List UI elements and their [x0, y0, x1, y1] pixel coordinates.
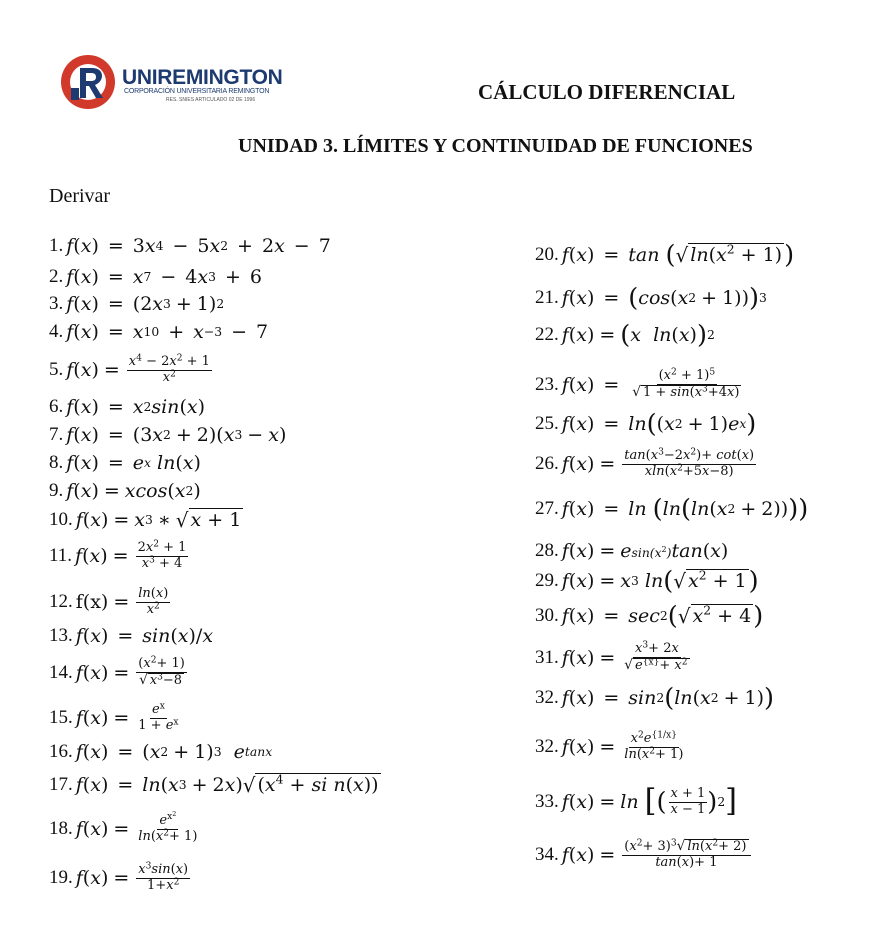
exercise-28: 28. f ( x ) = e $\sin(x^2)$ tan ( x )	[535, 540, 729, 562]
exercise-10: 10. f ( x ) = x 3 ∗ √ x + 1	[49, 508, 242, 532]
exercise-32a: 32. f ( x ) = sin 2 ( ln ( x 2 + 1) )	[535, 682, 775, 713]
logo-subtitle: CORPORACIÓN UNIVERSITARIA REMINGTON	[124, 88, 270, 95]
exercise-31: 31. f ( x ) = $x^3+ 2x$ √ $e^{\{x\}}+ x^2$	[535, 640, 688, 673]
exercise-13: 13. f ( x ) = sin ( x )/ x	[49, 625, 214, 647]
unit-title: UNIDAD 3. LÍMITES Y CONTINUIDAD DE FUNCIONES	[238, 135, 753, 157]
exercise-19: 19. f ( x ) = $\frac{x^3\sin(x)}{1+x^2}$	[49, 861, 189, 893]
exercise-12: 12. f(x) = $\frac{\ln(x)}{x^2}$	[49, 585, 169, 617]
exercise-16: 16. f ( x ) = ( x 2 + 1) 3 e tanx	[49, 741, 273, 763]
exercise-29: 29. f ( x ) = x 3 ln ( √ $x^2 + 1$ )	[535, 565, 759, 596]
exercise-33: 33. f ( x ) = ln [ ( $\frac{x + 1}{x - 1}$ ) 2 ]	[535, 783, 738, 819]
exercise-21: 21. f ( x ) = ( cos ( x 2 + 1)) ) 3	[535, 282, 767, 313]
exercise-2: 2. f ( x ) = x 7 − 4 x 3 + 6	[49, 266, 262, 288]
exercise-9: 9. f ( x ) = xcos ( x 2 )	[49, 480, 201, 502]
exercise-17: 17. f ( x ) = ln ( x 3 + 2 x ) √ ($x^4$ + si n(x))	[49, 772, 379, 797]
logo-small-print: RES. SNIES ARTICULADO 02 DE 1996	[166, 97, 256, 103]
exercise-11: 11. f ( x ) = $\frac{2x^2 + 1}{x^3 + 4}$	[49, 539, 187, 571]
exercise-18: 18. f ( x ) = $\frac{e^{x^2}}{\ln(x^2+ 1)}$	[49, 809, 198, 844]
exercise-15: 15. f ( x ) = $\frac{e^x}{1 + e^x}$	[49, 701, 179, 733]
exercise-20: 20. f ( x ) = tan ( √ $\ln(x^2 + 1)$ )	[535, 239, 795, 270]
exercise-34: 34. f ( x ) = $(x^2+ 3)^3$ √ $\ln(x^2+ 2)$ tan(x)+ 1	[535, 830, 751, 880]
exercise-25: 25. f ( x ) = ln ( ( x 2 + 1) e x )	[535, 408, 757, 439]
exercise-6: 6. f ( x ) = x 2 sin ( x )	[49, 396, 205, 418]
logo-wordmark: UNIREMINGTON	[122, 66, 283, 89]
exercise-32b: 32. f ( x ) = $\frac{x^2e^{\{1/x\}}}{\ln(x^2+ 1)}$	[535, 730, 684, 762]
exercise-5: 5. f ( x ) = $\frac{x^4 - 2x^2 + 1}{x^2}$	[49, 353, 210, 385]
course-title: CÁLCULO DIFERENCIAL	[478, 80, 736, 104]
exercise-27: 27. f ( x ) = ln ( ln ( ln ( x 2 + 2)) ) )	[535, 493, 809, 524]
exercise-26: 26. f ( x ) = $\frac{\tan(x^3-2x^2)+ \cot(x)}{xln(x^2+5x-8)}$	[535, 447, 755, 479]
exercise-7: 7. f ( x ) = (3 x 2 + 2)( x 3 − x )	[49, 424, 287, 446]
exercise-8: 8. f ( x ) = e x ln ( x )	[49, 452, 201, 474]
exercise-3: 3. f ( x ) = (2 x 3 + 1) 2	[49, 293, 225, 315]
exercise-23: 23. f ( x ) = $(x^2 + 1)^5$ √ $1 + \sin(x^3+4x)$	[535, 367, 740, 400]
exercise-14: 14. f ( x ) = $(x^2+ 1)$ √ $x^3-8$	[49, 655, 185, 688]
exercise-30: 30. f ( x ) = sec 2 ( √ $x^2 + 4$ )	[535, 600, 764, 631]
instruction-text: Derivar	[49, 185, 111, 207]
exercise-4: 4. f ( x ) = x 10 + x −3 − 7	[49, 321, 269, 343]
exercise-1: 1. f ( x ) = 3 x 4 − 5 x 2 + 2 x − 7	[49, 235, 331, 257]
exercise-22: 22. f ( x ) = ( x ln ( x ) ) 2	[535, 319, 715, 350]
